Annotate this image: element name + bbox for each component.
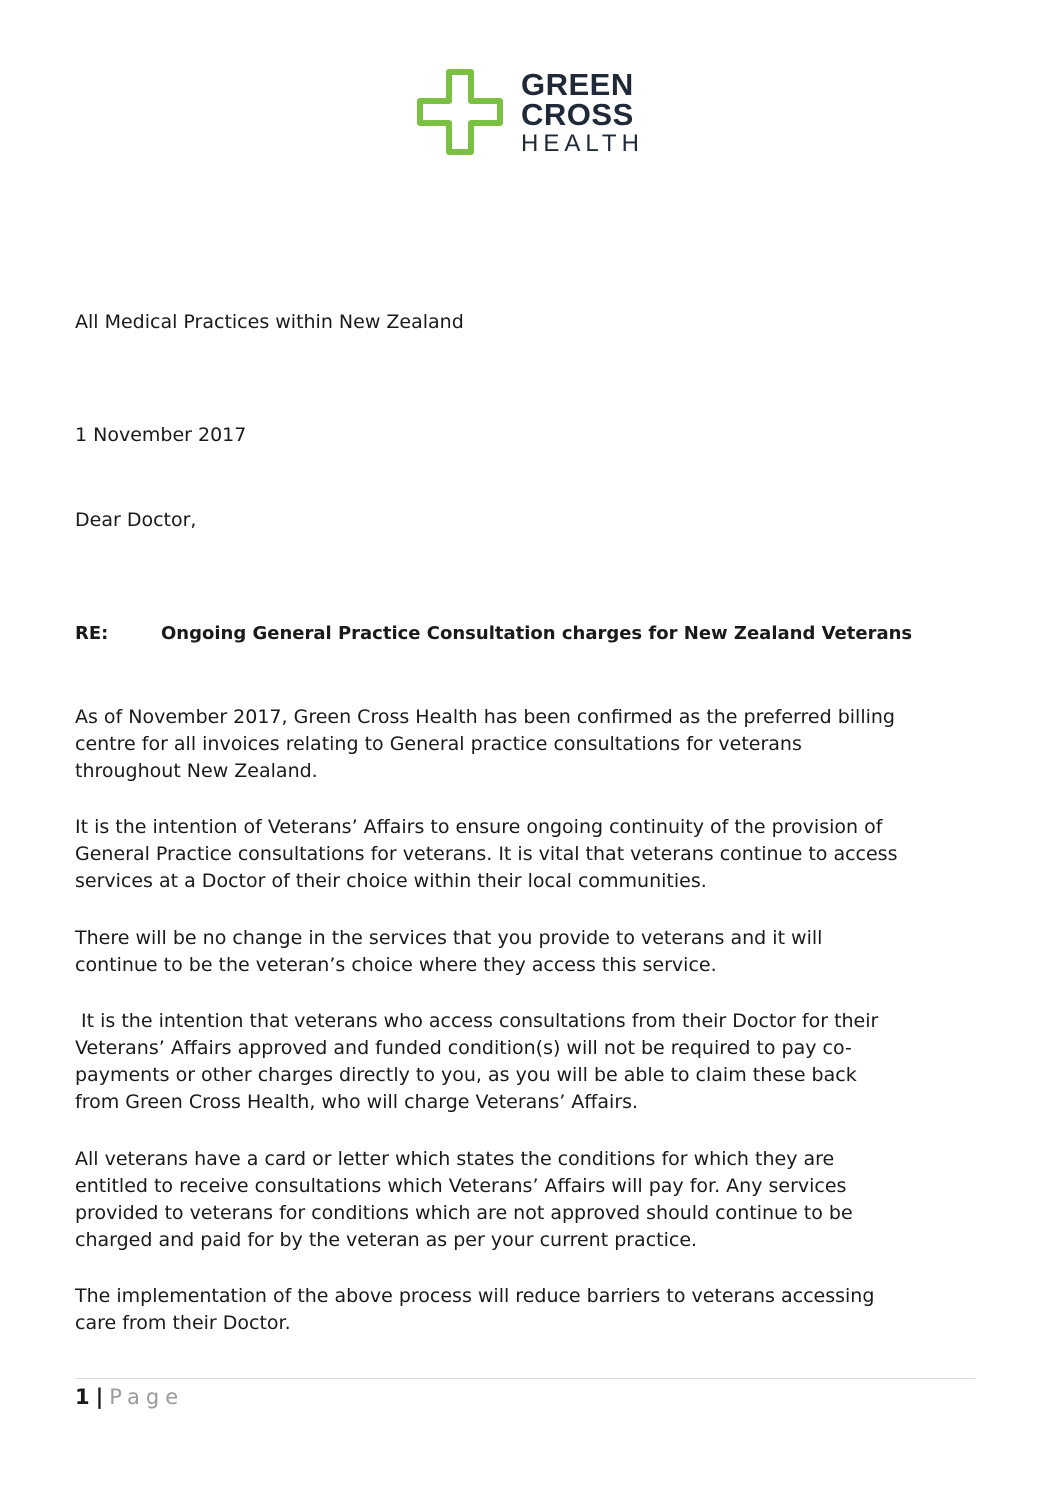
- cross-outline: [420, 72, 500, 152]
- paragraph-line: The implementation of the above process will reduce barriers to veterans accessing: [75, 1285, 875, 1307]
- paragraph-line: centre for all invoices relating to General practice consultations for veterans: [75, 733, 802, 755]
- paragraph-line: entitled to receive consultations which Veterans’ Affairs will pay for. Any services: [75, 1175, 847, 1197]
- paragraph-line: provided to veterans for conditions which are not approved should continue to be: [75, 1202, 853, 1224]
- paragraph-line: Veterans’ Affairs approved and funded condition(s) will not be required to pay co-: [75, 1037, 852, 1059]
- subject-text: Ongoing General Practice Consultation charges for New Zealand Veterans: [161, 623, 913, 644]
- paragraph-line: It is the intention that veterans who access consultations from their Doctor for their: [75, 1010, 879, 1032]
- page-separator: |: [95, 1385, 104, 1409]
- paragraph-line: All veterans have a card or letter which states the conditions for which they are: [75, 1148, 835, 1170]
- green-cross-icon: [415, 66, 505, 158]
- body-paragraph: [75, 1283, 975, 1337]
- recipient-line: All Medical Practices within New Zealand: [75, 311, 464, 333]
- paragraph-line: General Practice consultations for veterans. It is vital that veterans continue to access: [75, 843, 898, 865]
- paragraph-line: throughout New Zealand.: [75, 760, 318, 782]
- body-paragraph: [75, 704, 975, 785]
- page-label: Page: [109, 1385, 185, 1409]
- logo-word-cross: CROSS: [521, 97, 634, 132]
- paragraph-line: services at a Doctor of their choice within their local communities.: [75, 870, 707, 892]
- paragraph-line: It is the intention of Veterans’ Affairs to ensure ongoing continuity of the provision of: [75, 816, 883, 838]
- letter-date: 1 November 2017: [75, 424, 247, 446]
- paragraph-line: There will be no change in the services that you provide to veterans and it will: [75, 927, 823, 949]
- body-paragraph: [75, 925, 975, 979]
- logo-word-green: GREEN: [521, 67, 634, 102]
- body-paragraph: [75, 814, 975, 895]
- subject-label: RE:: [75, 623, 109, 644]
- footer-divider: [75, 1378, 975, 1379]
- page-footer: [75, 1382, 184, 1412]
- page-number: 1: [75, 1385, 90, 1409]
- green-cross-health-logo: [415, 66, 655, 162]
- paragraph-line: care from their Doctor.: [75, 1312, 291, 1334]
- paragraph-line: charged and paid for by the veteran as per your current practice.: [75, 1229, 698, 1251]
- paragraph-line: payments or other charges directly to you, as you will be able to claim these back: [75, 1064, 857, 1086]
- body-paragraph: [75, 1008, 975, 1116]
- body-paragraph: [75, 1146, 975, 1254]
- logo-word-health: HEALTH: [521, 130, 644, 157]
- paragraph-line: As of November 2017, Green Cross Health has been confirmed as the preferred billing: [75, 706, 895, 728]
- subject-line: [75, 620, 912, 647]
- paragraph-line: continue to be the veteran’s choice where they access this service.: [75, 954, 717, 976]
- paragraph-line: from Green Cross Health, who will charge Veterans’ Affairs.: [75, 1091, 639, 1113]
- salutation: Dear Doctor,: [75, 509, 197, 531]
